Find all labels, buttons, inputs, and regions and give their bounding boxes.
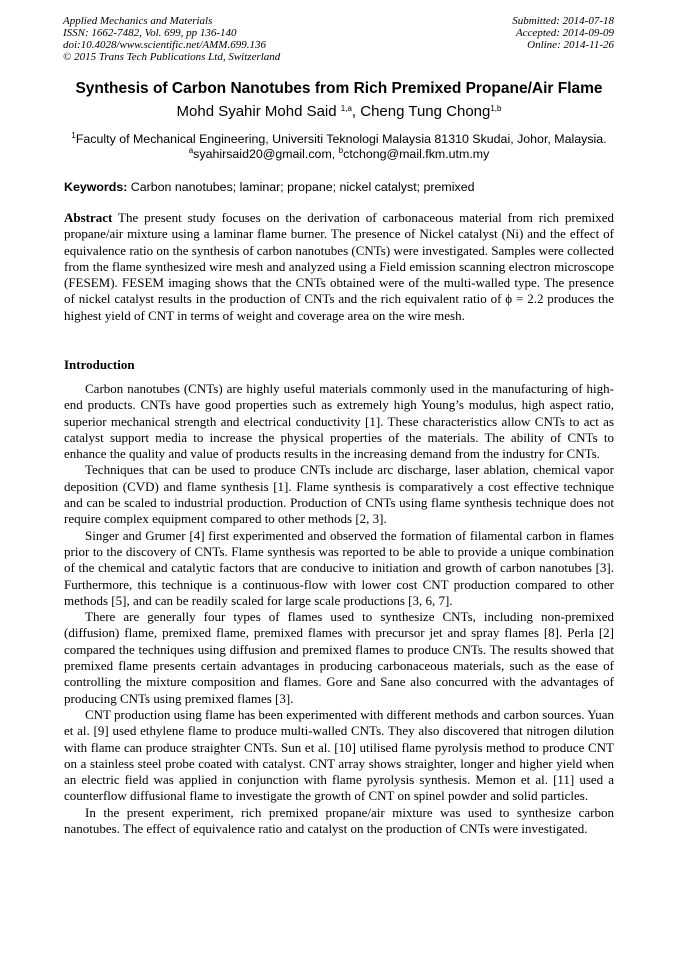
keywords: [64, 180, 475, 194]
author-2-sup: 1,b: [490, 104, 502, 113]
paper-title: Synthesis of Carbon Nanotubes from Rich Premixed Propane/Air Flame: [75, 80, 603, 97]
affil-text: Faculty of Mechanical Engineering, Universiti Teknologi Malaysia 81310 Skudai, Johor, Malaysia.: [75, 132, 607, 146]
abstract-label: Abstract: [64, 210, 113, 225]
abstract: [64, 210, 614, 324]
submitted-date: Submitted: 2014-07-18: [512, 15, 614, 27]
author-1: Mohd Syahir Mohd Said: [176, 103, 341, 120]
paragraph: There are generally four types of flames used to synthesize CNTs, including non-premixed (diffusion) flame, premixed flame, premixed flames with precursor jet and spray flames [8]. Perla [2] compared the techniques using diffusion and premixed flames to produce CNTs. The results showed that premixed flame presents certain advantages in producing carbonaceous materials, such as the ease of controlling the mixture composition and flames. Gore and Sane also concurred with the advantages of producing CNTs using premixed flames [3].: [64, 609, 614, 706]
email-b-sup: b: [338, 146, 344, 155]
doi: doi:10.4028/www.scientific.net/AMM.699.136: [63, 39, 266, 51]
email-b[interactable]: ctchong@mail.fkm.utm.my: [343, 147, 490, 161]
journal-info: [63, 15, 280, 63]
journal-name: Applied Mechanics and Materials: [63, 15, 213, 27]
keywords-label: Keywords:: [64, 180, 128, 194]
affiliation: [0, 132, 678, 162]
author-2: , Cheng Tung Chong: [351, 103, 491, 120]
paragraph: Carbon nanotubes (CNTs) are highly useful materials commonly used in the manufacturing of high-end products. CNTs have good properties such as extremely high Young’s modulus, high aspect ratio, superior mechanical strength and electrical conductivity [1]. These characteristics allow CNTs to act as catalyst support media to increase the physical properties of the materials. The ability of CNTs to enhance the quality and value of products results in the increasing demand from the industry for CNTs.: [64, 381, 614, 462]
paragraph: Techniques that can be used to produce CNTs include arc discharge, laser ablation, chemical vapor deposition (CVD) and flame synthesis [1]. Flame synthesis is comparatively a cost effective technique and can be scaled to industrial production. Production of CNTs using flame synthesis technique does not require complex equipment compared to other methods [2, 3].: [64, 462, 614, 527]
email-a[interactable]: syahirsaid20@gmail.com,: [193, 147, 339, 161]
paragraph: Singer and Grumer [4] first experimented and observed the formation of filamental carbon in flames prior to the discovery of CNTs. Flame synthesis was reported to be able to provide a unique combination of the chemical and catalytic factors that are conducive to initiation and growth of carbon nanotubes [3]. Furthermore, this technique is a continuous-flow with lower cost CNT production compared to other methods [5], and can be readily scaled for large scale productions [3, 6, 7].: [64, 527, 614, 608]
accepted-date: Accepted: 2014-09-09: [515, 27, 614, 39]
issn: ISSN: 1662-7482, Vol. 699, pp 136-140: [63, 27, 237, 39]
section-heading: Introduction: [64, 357, 135, 372]
online-date: Online: 2014-11-26: [527, 39, 614, 51]
paragraph: In the present experiment, rich premixed propane/air mixture was used to synthesize carbon nanotubes. The effect of equivalence ratio and catalyst on the production of CNTs were investigated.: [64, 804, 614, 837]
keywords-text: Carbon nanotubes; laminar; propane; nickel catalyst; premixed: [127, 180, 475, 194]
introduction: [64, 381, 614, 837]
copyright: © 2015 Trans Tech Publications Ltd, Switzerland: [63, 51, 281, 63]
dates: [512, 15, 614, 51]
paragraph: CNT production using flame has been experimented with different methods and carbon sources. Yuan et al. [9] used ethylene flame to produce multi-walled CNTs. They also discovered that nitrogen dilution with flame can produce straighter CNTs. Sun et al. [10] utilised flame pyrolysis method to produce CNT on a stainless steel probe coated with catalyst. CNT array shows straighter, longer and higher yield when an electric field was applied in conjunction with flame pyrolysis synthesis. Memon et al. [11] used a counterflow diffusional flame to investigate the growth of CNT on spinel powder and solid particles.: [64, 706, 615, 804]
email-a-sup: a: [188, 146, 194, 155]
authors: [0, 103, 678, 120]
affil-sup: 1: [71, 131, 76, 140]
abstract-text: The present study focuses on the derivation of carbonaceous material from rich premixed propane/air mixture using a laminar flame burner. The presence of Nickel catalyst (Ni) and the effect of equivalence ratio on the synthesis of carbon nanotubes (CNTs) were investigated. Samples were collected from the flame synthesized wire mesh and analyzed using a Field emission scanning electron microscope (FESEM). FESEM imaging shows that the CNTs obtained were of the multi-walled type. The presence of nickel catalyst results in the production of CNTs and the rich equivalent ratio of ϕ = 2.2 produces the highest yield of CNT in terms of weight and coverage area on the wire mesh.: [64, 210, 614, 323]
author-1-sup: 1,a: [340, 104, 352, 113]
